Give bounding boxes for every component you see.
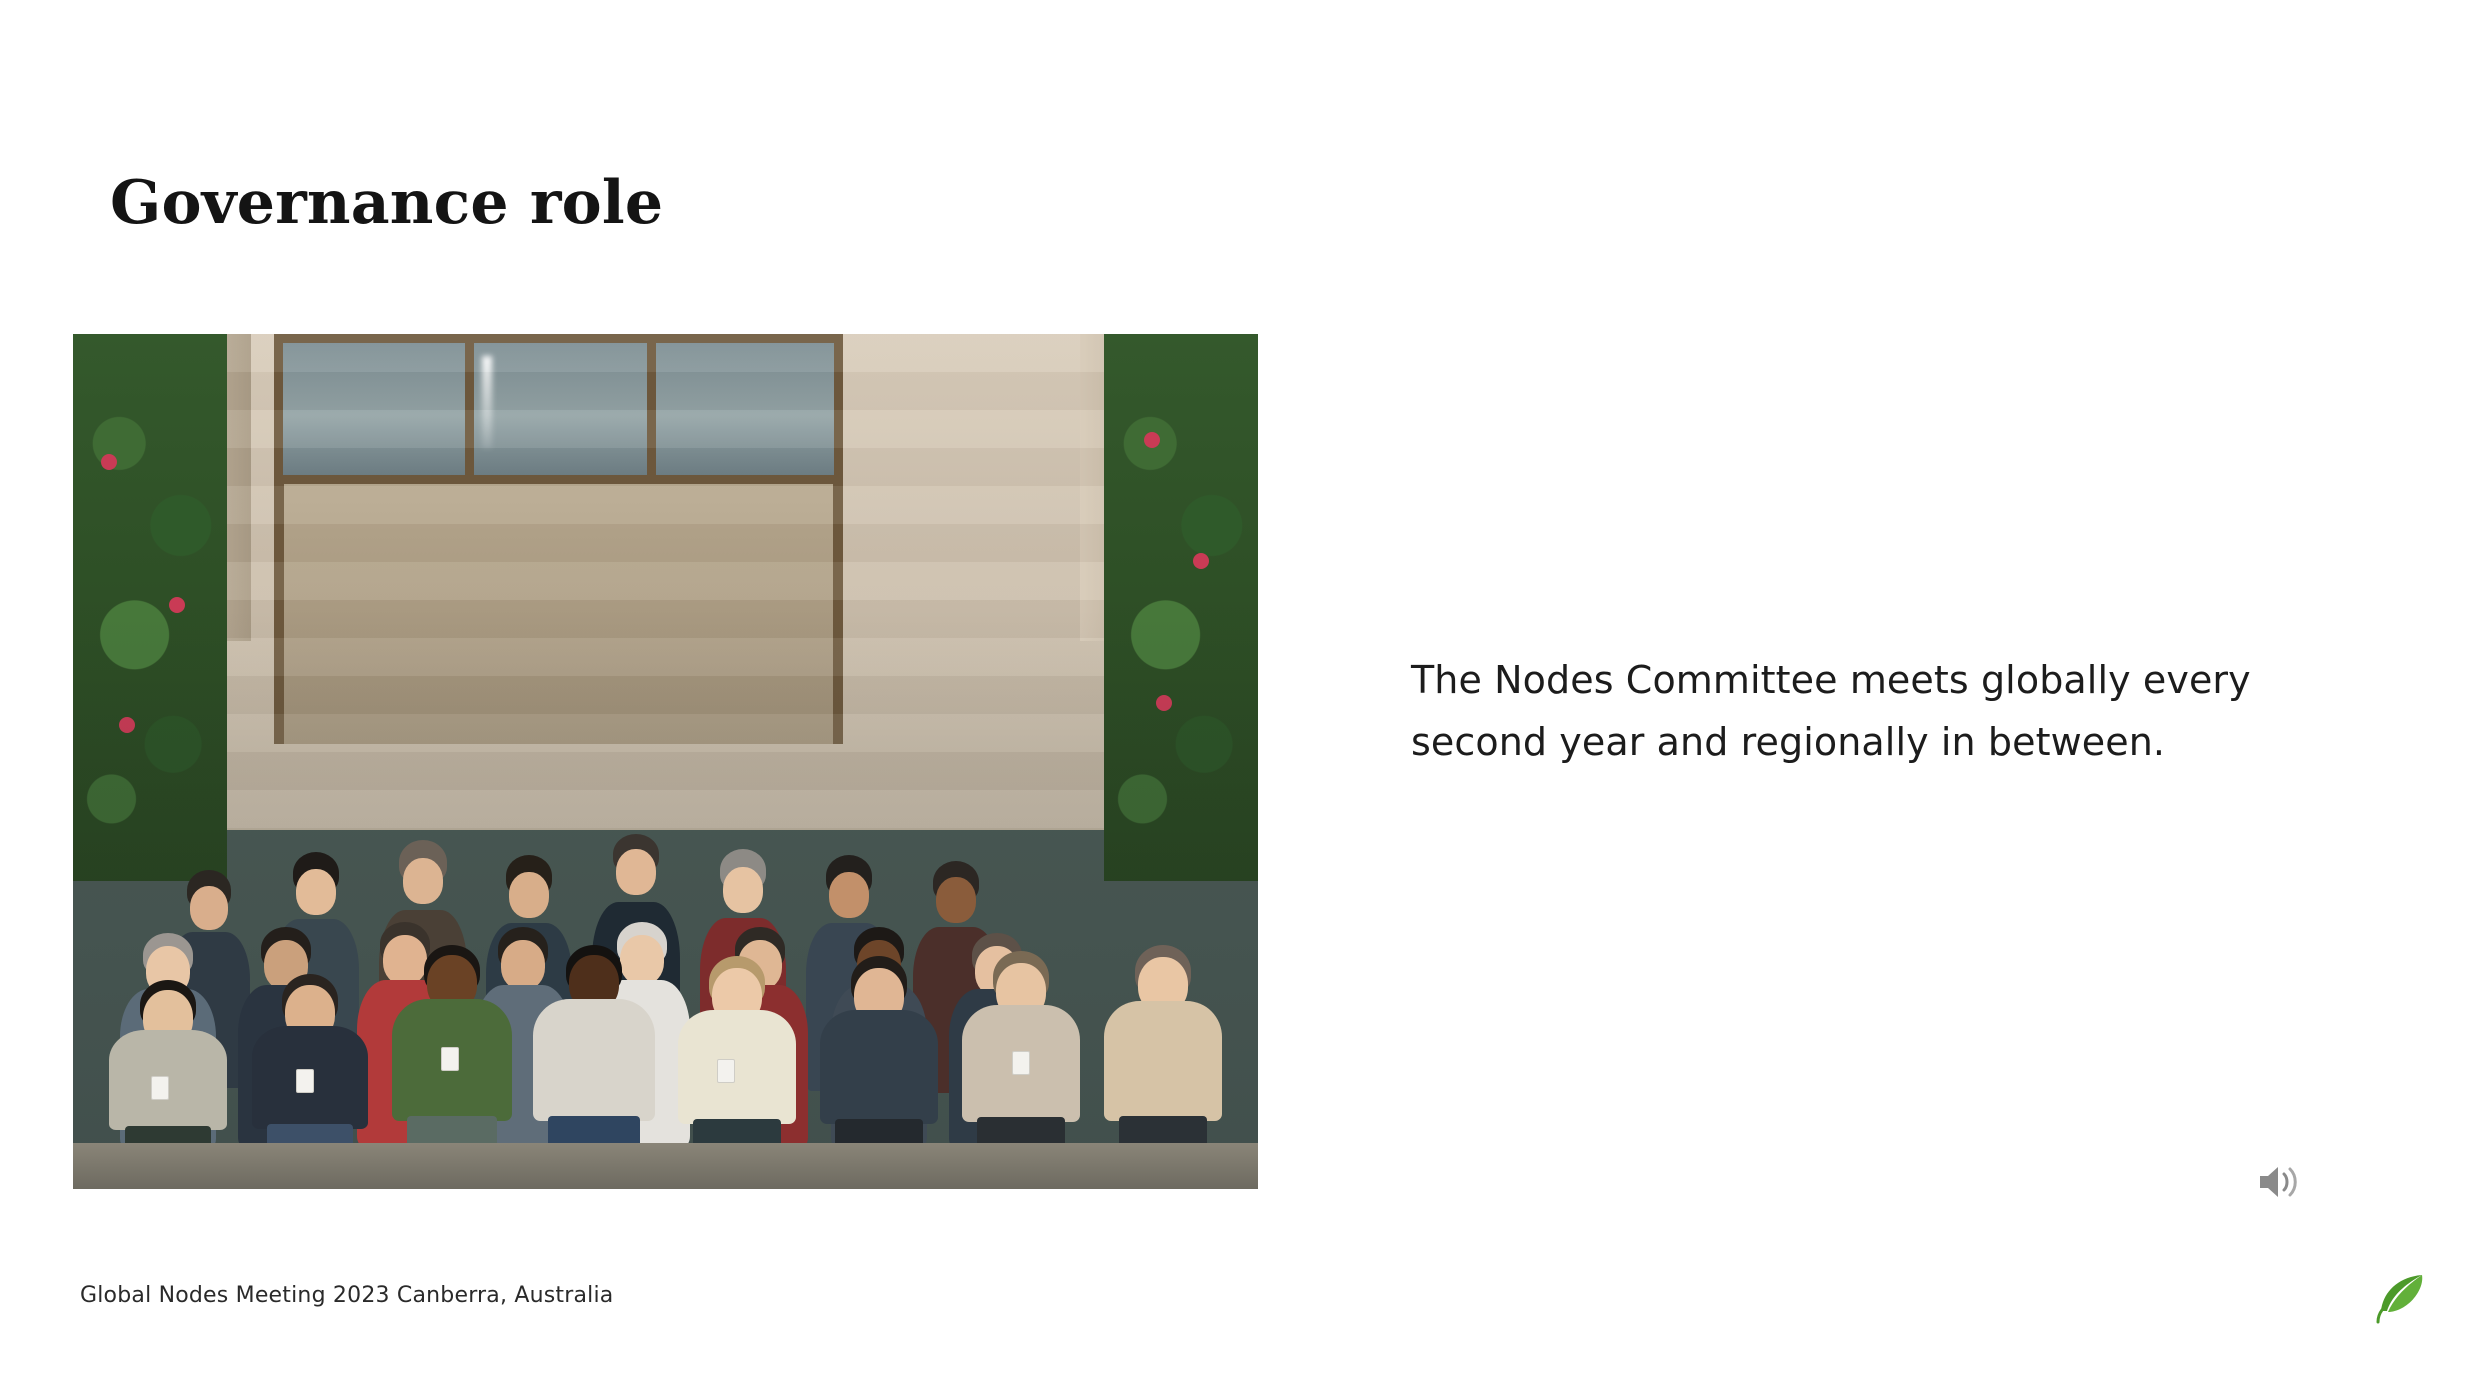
group-photo-illustration [73, 334, 1258, 1189]
group-photo [73, 334, 1258, 1189]
window-icon [274, 334, 843, 484]
body-paragraph: The Nodes Committee meets globally every second year and regionally in between. [1411, 658, 2251, 764]
footer-caption: Global Nodes Meeting 2023 Canberra, Australia [80, 1283, 614, 1308]
speaker-icon[interactable] [2254, 1160, 2302, 1204]
step-ground [73, 1143, 1258, 1190]
crowd-group [73, 608, 1258, 1189]
page-title: Governance role [110, 168, 664, 238]
gbif-leaf-logo-icon [2370, 1270, 2430, 1326]
